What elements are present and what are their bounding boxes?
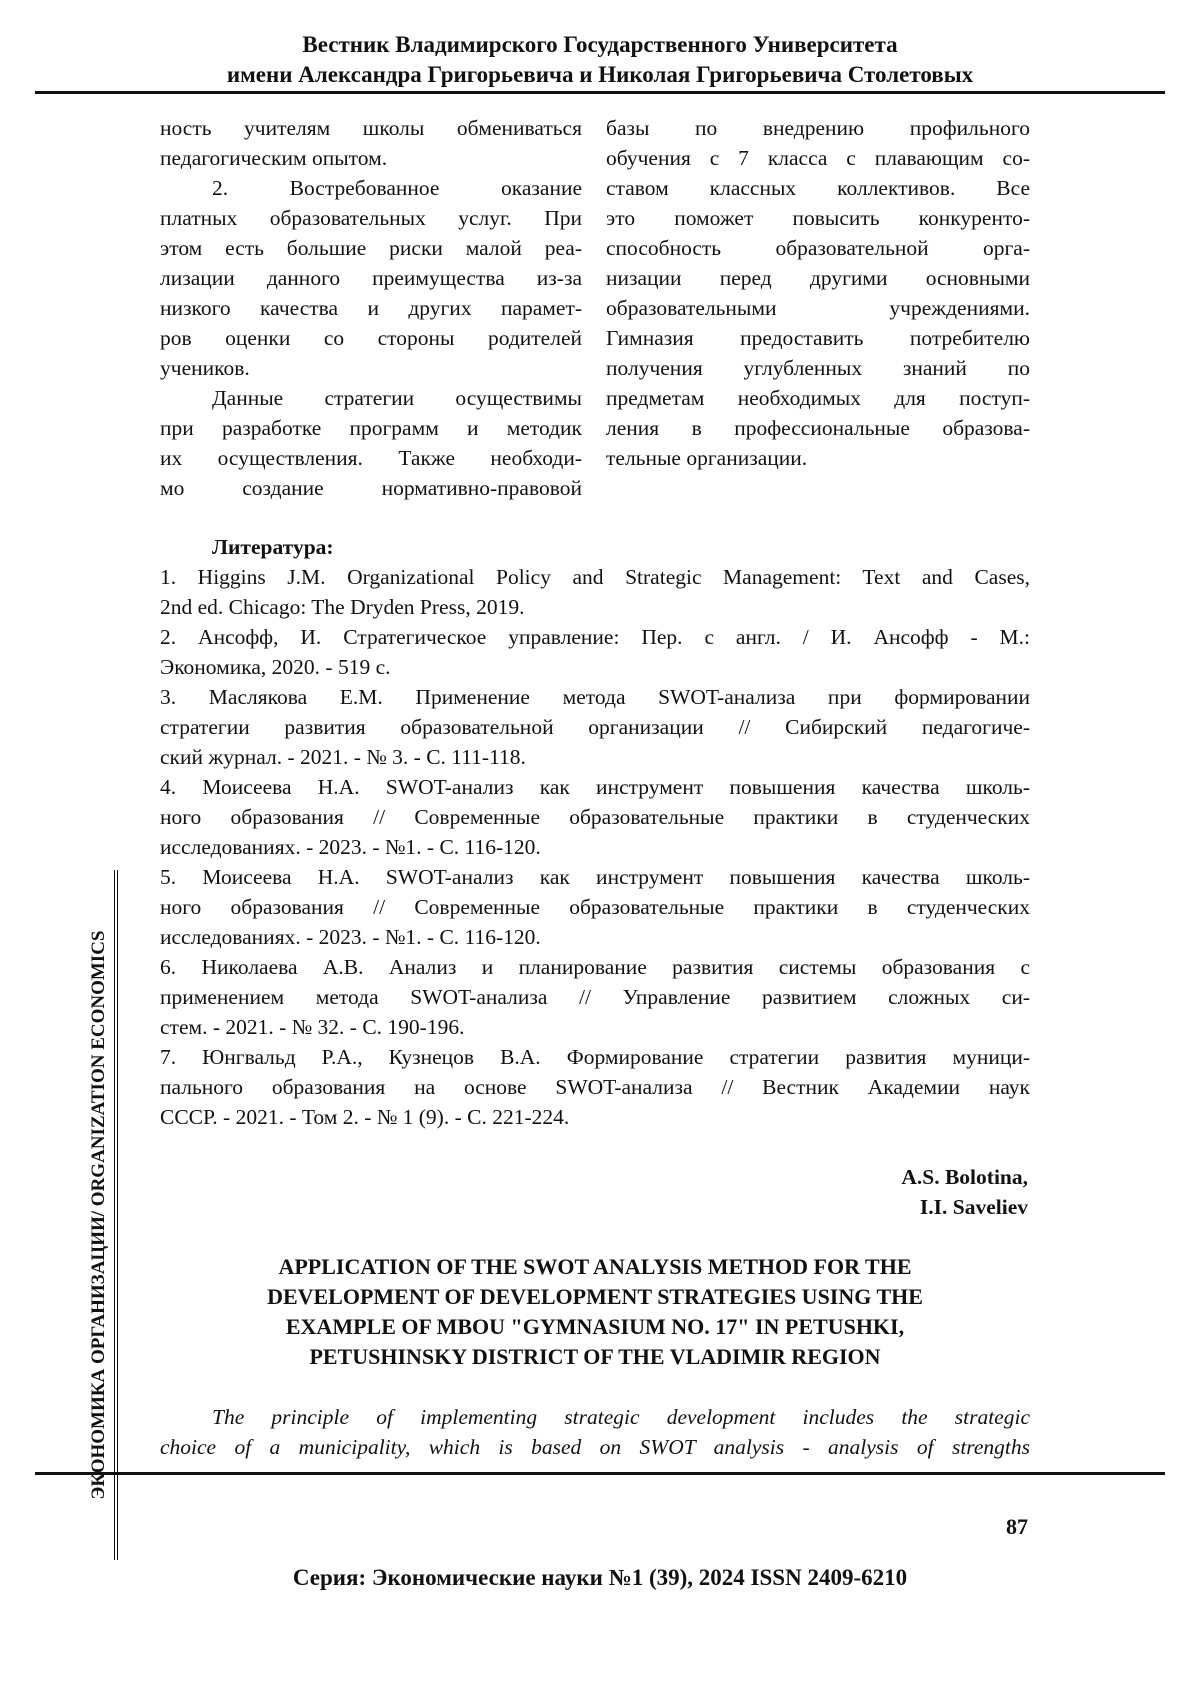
journal-title-line-2: имени Александра Григорьевича и Николая Григорьевича Столетовых [0, 60, 1200, 90]
paragraph-line: низкого качества и других парамет- [160, 293, 582, 323]
author-1: A.S. Bolotina, [901, 1162, 1028, 1192]
title-line: EXAMPLE OF MBOU "GYMNASIUM NO. 17" IN PETUSHKI, [160, 1312, 1030, 1342]
author-2: I.I. Saveliev [901, 1192, 1028, 1222]
paragraph-line: это поможет повысить конкуренто- [606, 203, 1030, 233]
paragraph-line: Гимназия предоставить потребителю [606, 323, 1030, 353]
authors [901, 1162, 1028, 1222]
paragraph-line: получения углубленных знаний по [606, 353, 1030, 383]
paragraph-line: низации перед другими основными [606, 263, 1030, 293]
reference-line: ский журнал. - 2021. - № 3. - С. 111-118. [160, 742, 1030, 772]
reference-line: стратегии развития образовательной организации // Сибирский педагогиче- [160, 712, 1030, 742]
reference-line: 2. Ансофф, И. Стратегическое управление: Пер. с англ. / И. Ансофф - М.: [160, 622, 1030, 652]
reference-list [160, 562, 1030, 1132]
journal-title-line-1: Вестник Владимирского Государственного Университета [0, 30, 1200, 60]
paragraph-line: педагогическим опытом. [160, 143, 582, 173]
abstract-line: The principle of implementing strategic development includes the strategic [160, 1402, 1030, 1432]
reference-line: исследованиях. - 2023. - №1. - С. 116-120. [160, 832, 1030, 862]
paragraph-line: способность образовательной орга- [606, 233, 1030, 263]
reference-line: применением метода SWOT-анализа // Управление развитием сложных си- [160, 982, 1030, 1012]
reference-line: 7. Юнгвальд Р.А., Кузнецов В.А. Формирование стратегии развития муници- [160, 1042, 1030, 1072]
paragraph-line: при разработке программ и методик [160, 413, 582, 443]
reference-line: 6. Николаева А.В. Анализ и планирование развития системы образования с [160, 952, 1030, 982]
paragraph-line: тельные организации. [606, 443, 1030, 473]
reference-line: ного образования // Современные образовательные практики в студенческих [160, 892, 1030, 922]
reference-line: ного образования // Современные образовательные практики в студенческих [160, 802, 1030, 832]
abstract [160, 1402, 1030, 1462]
paragraph-line: 2. Востребованное оказание [160, 173, 582, 203]
reference-line: стем. - 2021. - № 32. - С. 190-196. [160, 1012, 1030, 1042]
title-line: PETUSHINSKY DISTRICT OF THE VLADIMIR REGION [160, 1342, 1030, 1372]
page-number: 87 [1006, 1514, 1028, 1540]
reference-line: 3. Маслякова Е.М. Применение метода SWOT-анализа при формировании [160, 682, 1030, 712]
footer-rule [35, 1472, 1165, 1475]
series-footer: Серия: Экономические науки №1 (39), 2024 ISSN 2409-6210 [0, 1565, 1200, 1591]
reference-line: 4. Моисеева Н.А. SWOT-анализ как инструмент повышения качества школь- [160, 772, 1030, 802]
reference-line: Экономика, 2020. - 519 с. [160, 652, 1030, 682]
reference-line: 5. Моисеева Н.А. SWOT-анализ как инструмент повышения качества школь- [160, 862, 1030, 892]
paragraph-line: их осуществления. Также необходи- [160, 443, 582, 473]
paragraph-line: обучения с 7 класса с плавающим со- [606, 143, 1030, 173]
abstract-line: choice of a municipality, which is based on SWOT analysis - analysis of strengths [160, 1432, 1030, 1462]
literature-heading: Литература: [212, 532, 334, 562]
paragraph-line: образовательными учреждениями. [606, 293, 1030, 323]
paragraph-line: ность учителям школы обмениваться [160, 113, 582, 143]
paragraph-line: лизации данного преимущества из-за [160, 263, 582, 293]
title-line: APPLICATION OF THE SWOT ANALYSIS METHOD FOR THE [160, 1252, 1030, 1282]
reference-line: 2nd ed. Chicago: The Dryden Press, 2019. [160, 592, 1030, 622]
paragraph-line: предметам необходимых для поступ- [606, 383, 1030, 413]
paragraph-line: учеников. [160, 353, 582, 383]
paragraph-line: ления в профессиональные образова- [606, 413, 1030, 443]
header-rule [35, 91, 1165, 94]
title-line: DEVELOPMENT OF DEVELOPMENT STRATEGIES USING THE [160, 1282, 1030, 1312]
section-sidebar-label: ЭКОНОМИКА ОРГАНИЗАЦИИ/ ORGANIZATION ECONOMICS [86, 870, 118, 1560]
paragraph-line: платных образовательных услуг. При [160, 203, 582, 233]
reference-line: СССР. - 2021. - Том 2. - № 1 (9). - С. 221-224. [160, 1102, 1030, 1132]
paragraph-line: мо создание нормативно-правовой [160, 473, 582, 503]
reference-line: исследованиях. - 2023. - №1. - С. 116-120. [160, 922, 1030, 952]
paragraph-line: ставом классных коллективов. Все [606, 173, 1030, 203]
right-column [606, 113, 1030, 473]
left-column [160, 113, 582, 503]
paragraph-line: базы по внедрению профильного [606, 113, 1030, 143]
reference-line: пального образования на основе SWOT-анализа // Вестник Академии наук [160, 1072, 1030, 1102]
paragraph-line: Данные стратегии осуществимы [160, 383, 582, 413]
reference-line: 1. Higgins J.M. Organizational Policy and Strategic Management: Text and Cases, [160, 562, 1030, 592]
english-article-title [160, 1252, 1030, 1372]
paragraph-line: этом есть большие риски малой реа- [160, 233, 582, 263]
paragraph-line: ров оценки со стороны родителей [160, 323, 582, 353]
